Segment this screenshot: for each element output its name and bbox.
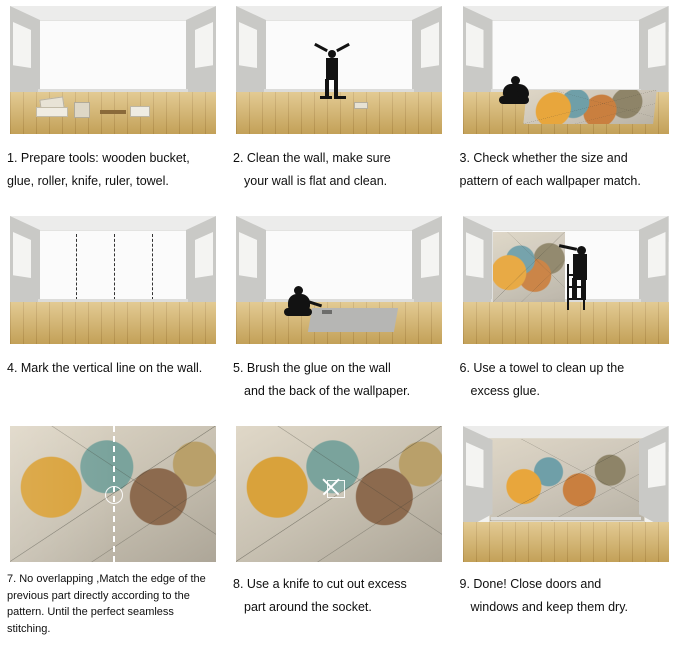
- left-window: [239, 22, 257, 68]
- caption-line-1: 9. Done! Close doors and: [459, 577, 602, 591]
- left-window: [466, 232, 484, 278]
- room-scene: [236, 6, 442, 134]
- floor: [10, 302, 216, 344]
- vertical-mark-line: [76, 234, 77, 300]
- right-window: [195, 22, 213, 68]
- step-cell-2: [226, 0, 452, 210]
- step-image-8: [236, 426, 442, 562]
- step-cell-8: [226, 420, 452, 652]
- room-scene: [10, 6, 216, 134]
- caption-line-1: 1. Prepare tools: wooden bucket,: [7, 151, 190, 165]
- step-caption-3: [460, 147, 672, 193]
- step-caption-5: [233, 357, 445, 403]
- step-caption-8: [233, 573, 445, 619]
- step-cell-5: [226, 210, 452, 420]
- step-cell-4: [0, 210, 226, 420]
- right-window: [648, 232, 666, 278]
- room-scene: [463, 216, 669, 344]
- back-wall: [264, 230, 416, 306]
- step-image-7: [10, 426, 216, 562]
- brush-icon: [322, 310, 332, 314]
- left-window: [239, 232, 257, 278]
- step-cell-3: [452, 0, 679, 210]
- applied-wallpaper: [493, 232, 565, 302]
- step-image-9: [463, 426, 669, 562]
- step-caption-4: [7, 357, 219, 380]
- back-wall: [264, 20, 416, 96]
- step-caption-9: [460, 573, 672, 619]
- vertical-mark-line: [114, 234, 115, 300]
- vertical-mark-line: [152, 234, 153, 300]
- step-image-3: [463, 6, 669, 134]
- caption-line-2: windows and keep them dry.: [470, 600, 628, 615]
- caption-line-1: 6. Use a towel to clean up the: [459, 361, 625, 375]
- bucket-icon: [354, 102, 368, 109]
- left-window: [466, 442, 484, 488]
- right-window: [648, 22, 666, 68]
- caption-line-1: 5. Brush the glue on the wall: [233, 361, 391, 375]
- right-window: [421, 232, 439, 278]
- right-window: [421, 22, 439, 68]
- wallpaper-stems: [490, 439, 644, 521]
- knife-cut-marks-icon: [320, 475, 342, 497]
- ruler-icon: [36, 107, 68, 117]
- wallpaper-stems: [493, 232, 565, 302]
- bucket-icon: [74, 102, 90, 118]
- towel-icon: [130, 106, 150, 117]
- right-window: [648, 442, 666, 488]
- step-caption-1: [7, 147, 219, 193]
- caption-line-2: part around the socket.: [244, 600, 372, 615]
- caption-line-2: and the back of the wallpaper.: [244, 384, 411, 399]
- step-cell-7: [0, 420, 226, 652]
- room-scene: [463, 426, 669, 562]
- caption-line-1: 4. Mark the vertical line on the wall.: [7, 361, 203, 375]
- caption-line-2: previous part directly according to the: [7, 589, 190, 602]
- wallpaper-sheets: [523, 90, 657, 124]
- wallpaper-stems: [523, 90, 657, 124]
- caption-line-2: your wall is flat and clean.: [244, 174, 388, 189]
- caption-line-2: excess glue.: [470, 384, 540, 399]
- step-cell-9: [452, 420, 679, 652]
- caption-line-1: 3. Check whether the size and: [459, 151, 628, 165]
- caption-line-1: 2. Clean the wall, make sure: [233, 151, 391, 165]
- caption-line-3: pattern. Until the perfect seamless stitching.: [7, 606, 174, 635]
- step-caption-6: [460, 357, 672, 403]
- floor: [463, 302, 669, 344]
- step-image-5: [236, 216, 442, 344]
- left-window: [13, 22, 31, 68]
- step-image-2: [236, 6, 442, 134]
- caption-line-2: pattern of each wallpaper match.: [459, 174, 641, 189]
- step-caption-2: [233, 147, 445, 193]
- step-cell-1: [0, 0, 226, 210]
- step-cell-6: [452, 210, 679, 420]
- step-image-1: [10, 6, 216, 134]
- room-scene: [463, 6, 669, 134]
- left-window: [13, 232, 31, 278]
- caption-line-1: 7. No overlapping ,Match the edge of the: [7, 573, 206, 585]
- knife-icon: [100, 110, 126, 114]
- back-wall: [38, 20, 190, 96]
- seam-marker-icon: [105, 486, 123, 504]
- floor: [463, 522, 669, 562]
- right-window: [195, 232, 213, 278]
- baseboard: [491, 517, 641, 520]
- room-scene: [10, 216, 216, 344]
- step-image-4: [10, 216, 216, 344]
- left-panel-shade: [10, 426, 113, 562]
- finished-mural: [489, 438, 645, 522]
- caption-line-1: 8. Use a knife to cut out excess: [233, 577, 407, 591]
- step-image-6: [463, 216, 669, 344]
- room-scene: [236, 216, 442, 344]
- step-caption-7: [7, 571, 219, 637]
- left-window: [466, 22, 484, 68]
- caption-line-2: glue, roller, knife, ruler, towel.: [7, 174, 169, 189]
